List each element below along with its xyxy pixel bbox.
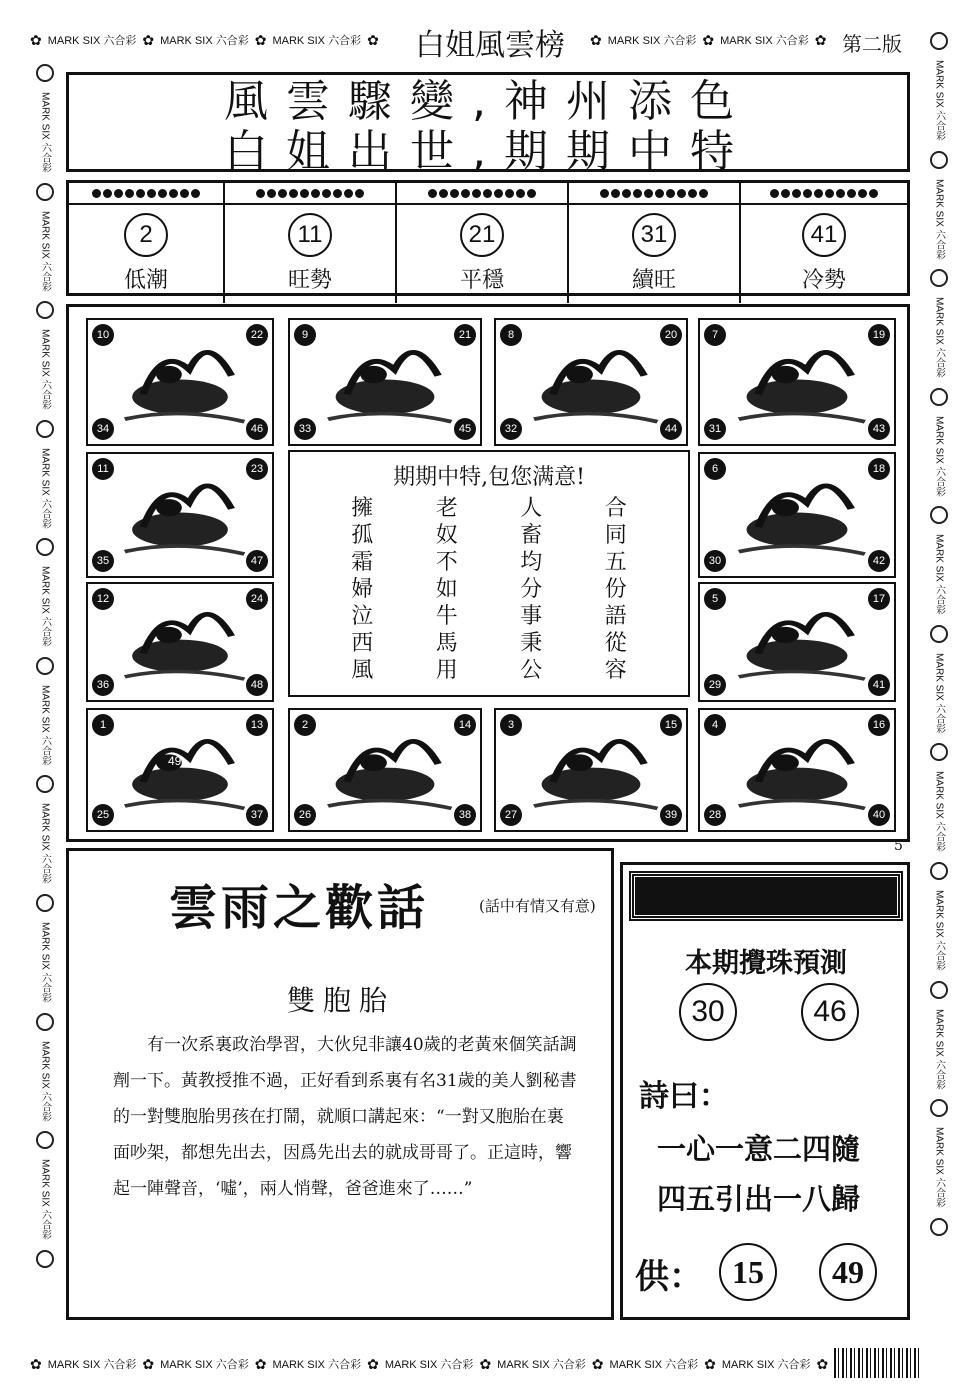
picture-number: 3: [500, 714, 522, 736]
poem-char: 從: [604, 631, 627, 656]
strip-text: MARK SIX 六合彩: [933, 178, 945, 260]
picture-number: 40: [868, 804, 890, 826]
poem-char: 孤: [351, 523, 374, 548]
ink-painting-illustration: [700, 454, 894, 576]
poem-char: 份: [604, 577, 627, 602]
strip-text: MARK SIX 六合彩: [39, 1040, 51, 1122]
strip-text: MARK SIX 六合彩: [384, 1359, 474, 1371]
picture-number: 36: [92, 674, 114, 696]
picture-number: 6: [704, 458, 726, 480]
dot-row: [69, 183, 223, 205]
picture-number: 41: [868, 674, 890, 696]
poem-char: 奴: [435, 523, 458, 548]
poem-char: 擁: [351, 496, 374, 521]
picture-number: 35: [92, 550, 114, 572]
flower-icon: [930, 32, 948, 50]
story-banner-note: (話中有情又有意): [479, 897, 596, 915]
ink-painting-illustration: [496, 710, 686, 830]
flower-icon: [36, 657, 54, 675]
picture-number: 24: [246, 588, 268, 610]
gong-ball: 49: [819, 1243, 877, 1301]
picture-number: 31: [704, 418, 726, 440]
picture-cell: [86, 452, 274, 578]
picture-number: 26: [294, 804, 316, 826]
strip-text: MARK SIX 六合彩: [39, 566, 51, 647]
ink-painting-illustration: [88, 584, 272, 700]
picture-number: 27: [500, 804, 522, 826]
poem-char: 老: [435, 496, 458, 521]
prediction-box: [620, 862, 910, 1320]
picture-number: 48: [246, 674, 268, 696]
motto-line-1: 風雲驟變,神州添色: [224, 76, 752, 127]
picture-number: 13: [246, 714, 268, 736]
poem-char: 馬: [435, 631, 458, 656]
poem-label: 詩曰：: [639, 1079, 729, 1114]
picture-number: 10: [92, 324, 114, 346]
strip-text: MARK SIX 六合彩: [39, 329, 51, 410]
flower-icon: [930, 388, 948, 406]
strip-text: MARK SIX 六合彩: [933, 1127, 945, 1208]
picture-number: 11: [92, 458, 114, 480]
story-text: [113, 1027, 577, 1317]
ink-painting-illustration: [290, 710, 480, 830]
poem-grid: [290, 495, 688, 684]
picture-cell: [288, 708, 482, 832]
poem-char: 秉: [520, 631, 543, 656]
dot-row: [397, 183, 567, 205]
strip-text: MARK SIX 六合彩: [607, 35, 697, 47]
picture-number: 15: [660, 714, 682, 736]
flower-icon: [930, 1099, 948, 1117]
picture-number: 29: [704, 674, 726, 696]
flower-icon: [930, 506, 948, 524]
prediction-ball: 46: [801, 983, 859, 1041]
strip-text: MARK SIX 六合彩: [933, 534, 945, 615]
prediction-poem-line-2: 四五引出一八歸: [657, 1182, 861, 1216]
picture-number: 4: [704, 714, 726, 736]
flower-icon: [36, 1013, 54, 1031]
poem-char: 語: [604, 604, 627, 629]
strip-text: MARK SIX 六合彩: [47, 35, 137, 47]
strip-text: MARK SIX 六合彩: [933, 415, 945, 497]
flower-icon: [36, 64, 54, 82]
number-label: 旺勢: [287, 268, 332, 293]
picture-cell: [698, 708, 896, 832]
ink-painting-illustration: [496, 320, 686, 444]
strip-text: MARK SIX 六合彩: [933, 652, 945, 734]
flower-icon: ✿: [479, 1355, 492, 1372]
poem-char: 婦: [351, 577, 374, 602]
poem-char: 風: [351, 658, 374, 683]
poem-char: 不: [435, 550, 458, 575]
picture-number: 28: [704, 804, 726, 826]
strip-text: MARK SIX 六合彩: [609, 1359, 699, 1371]
picture-number: 14: [454, 714, 476, 736]
number-circle: 41: [802, 213, 846, 257]
picture-number: 42: [868, 550, 890, 572]
flower-icon: ✿: [30, 31, 42, 48]
flower-icon: [930, 625, 948, 643]
prediction-ball: 30: [679, 983, 737, 1041]
right-strip: [926, 28, 952, 1348]
ink-painting-illustration: [700, 320, 894, 444]
poem-char: 事: [520, 604, 543, 629]
poem-char: 泣: [351, 604, 374, 629]
strip-text: MARK SIX 六合彩: [39, 210, 51, 292]
picture-cell: [698, 452, 896, 578]
picture-number: 19: [868, 324, 890, 346]
picture-number: 30: [704, 550, 726, 572]
dot-row: [225, 183, 395, 205]
number-circle: 2: [124, 213, 168, 257]
flower-icon: [36, 183, 54, 201]
motto-line-2: 白姐出世,期期中特: [224, 126, 752, 177]
strip-text: MARK SIX 六合彩: [721, 1359, 811, 1371]
ink-painting-illustration: [88, 454, 272, 576]
picture-number: 20: [660, 324, 682, 346]
poem-char: 西: [351, 631, 374, 656]
left-strip: [32, 60, 58, 1345]
picture-number: 5: [704, 588, 726, 610]
top-strip: [30, 28, 390, 52]
poem-char: 均: [520, 550, 543, 575]
flower-icon: [930, 151, 948, 169]
number-circle: 21: [460, 213, 504, 257]
number-circle: 11: [288, 213, 332, 257]
flower-icon: ✿: [367, 31, 379, 48]
picture-number: 22: [246, 324, 268, 346]
story-title: 雙胞胎: [286, 984, 395, 1017]
poem-title: 期期中特,包您满意!: [393, 465, 585, 490]
picture-number: 1: [92, 714, 114, 736]
picture-number: 2: [294, 714, 316, 736]
prediction-title: 本期攪珠預測: [685, 948, 847, 979]
ink-painting-illustration: [88, 710, 272, 830]
picture-cell: [698, 318, 896, 446]
poem-char: 合: [604, 496, 627, 521]
flower-icon: ✿: [704, 1355, 716, 1372]
picture-number: 38: [454, 804, 476, 826]
picture-number: 8: [500, 324, 522, 346]
prediction-banner: [631, 873, 901, 919]
flower-icon: [36, 538, 54, 556]
flower-icon: ✿: [30, 1355, 42, 1372]
poem-char: 牛: [435, 604, 458, 629]
ink-painting-illustration: [290, 320, 480, 444]
poem-column: [605, 495, 627, 684]
barcode: [834, 1348, 922, 1378]
bottom-strip: [30, 1352, 830, 1376]
flower-icon: [930, 743, 948, 761]
picture-number: 46: [246, 418, 268, 440]
number-label: 續旺: [631, 268, 676, 293]
picture-cell: [86, 708, 274, 832]
picture-number: 37: [246, 804, 268, 826]
picture-extra-number: 49: [168, 754, 182, 768]
poem-column: [351, 495, 373, 684]
number-circle: 31: [632, 213, 676, 257]
flower-icon: [36, 894, 54, 912]
picture-number: 23: [246, 458, 268, 480]
flower-icon: [36, 775, 54, 793]
picture-cell: [86, 582, 274, 702]
number-label: 平穩: [459, 268, 504, 293]
picture-number: 16: [868, 714, 890, 736]
edition-label: 第二版: [842, 32, 902, 56]
strip-text: MARK SIX 六合彩: [39, 92, 51, 173]
picture-number: 17: [868, 588, 890, 610]
picture-cell: [494, 708, 688, 832]
flower-icon: ✿: [254, 31, 267, 48]
flower-icon: [930, 862, 948, 880]
ink-painting-illustration: [700, 584, 894, 700]
flower-icon: [36, 301, 54, 319]
ink-painting-illustration: [700, 710, 894, 830]
number-cell: [69, 183, 225, 303]
picture-number: 39: [660, 804, 682, 826]
picture-number: 7: [704, 324, 726, 346]
corner-mark: 5: [894, 838, 903, 854]
poem-char: 五: [604, 550, 627, 575]
flower-icon: ✿: [367, 1355, 379, 1372]
flower-icon: [930, 1218, 948, 1236]
ink-painting-illustration: [88, 320, 272, 444]
motto-box: [66, 72, 910, 177]
number-cell: [397, 183, 569, 303]
flower-icon: [36, 420, 54, 438]
number-label: 冷勢: [801, 268, 846, 293]
poem-char: 畜: [520, 523, 543, 548]
strip-text: MARK SIX 六合彩: [39, 803, 51, 885]
strip-text: MARK SIX 六合彩: [933, 60, 945, 141]
picture-number: 9: [294, 324, 316, 346]
strip-text: MARK SIX 六合彩: [39, 922, 51, 1003]
flower-icon: ✿: [591, 1355, 604, 1372]
strip-text: MARK SIX 六合彩: [933, 890, 945, 971]
poem-char: 同: [604, 523, 627, 548]
strip-text: MARK SIX 六合彩: [39, 684, 51, 766]
poem-column: [520, 495, 542, 684]
flower-icon: ✿: [814, 31, 827, 48]
picture-number: 44: [660, 418, 682, 440]
picture-number: 32: [500, 418, 522, 440]
picture-number: 34: [92, 418, 114, 440]
number-cell: [741, 183, 907, 303]
strip-text: MARK SIX 六合彩: [720, 35, 809, 47]
flower-icon: ✿: [142, 1355, 155, 1372]
flower-icon: ✿: [142, 31, 155, 48]
dot-row: [741, 183, 907, 205]
poem-box: [288, 450, 690, 697]
strip-text: MARK SIX 六合彩: [272, 35, 362, 47]
flower-icon: [36, 1250, 54, 1268]
flower-icon: ✿: [702, 31, 715, 48]
poem-char: 容: [604, 658, 627, 683]
poem-column: [436, 495, 458, 684]
number-label: 低潮: [123, 268, 168, 293]
story-box: [66, 848, 614, 1320]
picture-number: 33: [294, 418, 316, 440]
picture-cell: [698, 582, 896, 702]
flower-icon: [930, 269, 948, 287]
strip-text: MARK SIX 六合彩: [39, 447, 51, 529]
number-cell: [569, 183, 741, 303]
strip-text: MARK SIX 六合彩: [160, 35, 249, 47]
picture-cell: [494, 318, 688, 446]
strip-text: MARK SIX 六合彩: [47, 1359, 137, 1371]
picture-number: 25: [92, 804, 114, 826]
picture-number: 21: [454, 324, 476, 346]
picture-number: 43: [868, 418, 890, 440]
poem-char: 霜: [351, 550, 374, 575]
strip-text: MARK SIX 六合彩: [272, 1359, 362, 1371]
strip-text: MARK SIX 六合彩: [160, 1359, 249, 1371]
page-title: 白姐風雲榜: [415, 28, 565, 63]
strip-text: MARK SIX 六合彩: [497, 1359, 586, 1371]
picture-cell: [288, 318, 482, 446]
picture-number: 12: [92, 588, 114, 610]
poem-char: 人: [520, 496, 543, 521]
poem-char: 用: [435, 658, 458, 683]
number-cell: [225, 183, 397, 303]
story-paragraph: 有一次系裏政治學習，大伙兒非讓40歲的老黃來個笑話調劑一下。黃教授推不過，正好看到系裏有名31歲的美人劉秘書的一對雙胞胎男孩在打鬧，就順口講起來：“一對又胞胎在裏面吵架，都想先出去，因爲先出去的就成哥哥了。正這時，響起一陣聲音，‘噓’，兩人悄聲，爸爸進來了……”: [113, 1035, 577, 1199]
prediction-poem-line-1: 一心一意二四隨: [657, 1132, 861, 1166]
gong-ball: 15: [719, 1243, 777, 1301]
strip-text: MARK SIX 六合彩: [933, 1008, 945, 1090]
picture-number: 47: [246, 550, 268, 572]
flower-icon: [36, 1131, 54, 1149]
flower-icon: ✿: [254, 1355, 267, 1372]
flower-icon: [930, 981, 948, 999]
strip-text: MARK SIX 六合彩: [933, 297, 945, 378]
poem-char: 分: [520, 577, 543, 602]
picture-number: 18: [868, 458, 890, 480]
strip-text: MARK SIX 六合彩: [39, 1159, 51, 1240]
poem-char: 公: [520, 658, 543, 683]
story-banner: 雲雨之歡話: [169, 880, 430, 936]
poem-char: 如: [435, 577, 458, 602]
flower-icon: ✿: [590, 31, 602, 48]
gong-label: 供：: [635, 1257, 703, 1297]
top-strip-right: [590, 28, 830, 52]
dot-row: [569, 183, 739, 205]
flower-icon: ✿: [816, 1355, 829, 1372]
number-band: [66, 180, 910, 296]
picture-number: 45: [454, 418, 476, 440]
picture-cell: [86, 318, 274, 446]
strip-text: MARK SIX 六合彩: [933, 771, 945, 853]
